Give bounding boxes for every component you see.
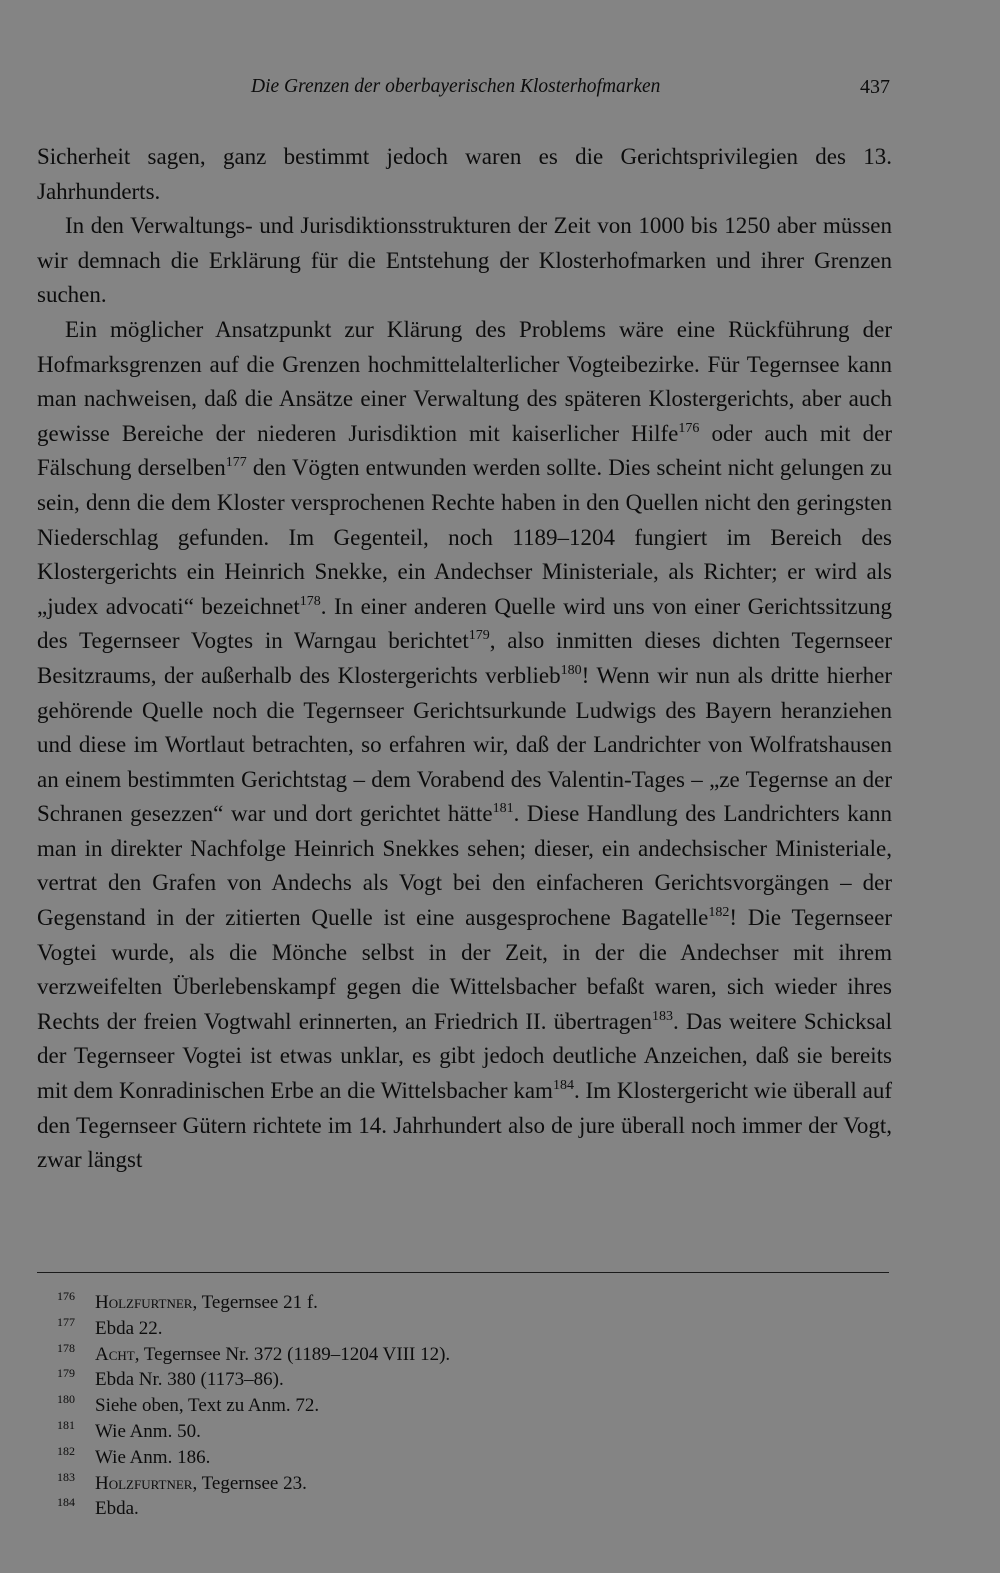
footnote: [57, 1496, 657, 1522]
footnote: [57, 1393, 657, 1419]
footnote-number: 177: [57, 1314, 75, 1329]
running-header: [37, 76, 892, 106]
footnote: [57, 1290, 657, 1316]
footnote-ref[interactable]: 176: [678, 420, 700, 436]
footnote-number: 176: [57, 1289, 75, 1303]
footnote-body: Siehe oben, Text zu Anm. 72.: [95, 1395, 320, 1417]
footnote-author: Acht: [95, 1343, 135, 1365]
footnote-body: , Tegernsee Nr. 372 (1189–1204 VIII 12).: [134, 1343, 451, 1365]
footnote-text: [95, 1419, 201, 1445]
footnote-ref[interactable]: 180: [560, 662, 582, 678]
paragraph: [37, 313, 892, 1178]
text-run: ! Wenn wir nun als dritte hierher gehörende Quelle noch die Tegernseer Gerichtsurkunde Ludwigs des Bayern heranziehen und diese im Wortlaut betrachten, so erfahren wir, daß der Landrichter von Wolfratshausen an einem bestimmten Gerichtstag – dem Vorabend des Valentin-Tages – „ze Tegernse an der Schranen gesezzen“ war und dort gerichtet hätte: [37, 662, 892, 827]
footnote-number: 179: [57, 1366, 75, 1381]
paragraph: [37, 140, 892, 209]
footnote: [57, 1445, 657, 1471]
body-text: [37, 140, 892, 1178]
footnote-body: , Tegernsee 23.: [192, 1472, 307, 1494]
text-run: den Vögten entwunden werden sollte. Dies scheint nicht gelungen zu sein, denn die dem Kloster versprochenen Rechte haben in den Quellen nicht den geringsten Niederschlag gefunden. Im Gegenteil, noch 1189–1204 fungiert im Bereich des Klostergerichts ein Heinrich Snekke, ein Andechser Ministeriale, als Richter; er wird als „judex advocati“ bezeichnet: [37, 455, 892, 619]
paragraph: [37, 209, 892, 313]
footnote-body: Ebda Nr. 380 (1173–86).: [95, 1369, 284, 1391]
footnote: [57, 1471, 657, 1497]
footnote: [57, 1316, 657, 1342]
footnote-body: Wie Anm. 186.: [95, 1446, 211, 1468]
footnote-ref[interactable]: 178: [299, 593, 321, 609]
footnote-body: , Tegernsee 21 f.: [192, 1292, 318, 1313]
footnote-author: Holzfurtner: [95, 1472, 193, 1494]
footnote-number: 183: [57, 1469, 75, 1484]
footnote-number: 182: [57, 1443, 75, 1458]
footnote-ref[interactable]: 177: [225, 455, 247, 471]
footnote-body: Ebda 22.: [95, 1317, 163, 1339]
footnote-text: [95, 1367, 284, 1393]
footnotes: [57, 1290, 657, 1522]
footnote-text: [95, 1445, 210, 1471]
text-run: oder auch mit der Fälschung derselben: [37, 420, 892, 481]
footnote-number: 180: [57, 1392, 75, 1407]
footnote-text: [95, 1290, 318, 1316]
footnote-ref[interactable]: 183: [652, 1008, 674, 1024]
text-run: In den Verwaltungs- und Jurisdiktionsstrukturen der Zeit von 1000 bis 1250 aber müssen wir demnach die Erklärung für die Entstehung der Klosterhofmarken und ihrer Grenzen suchen.: [37, 213, 892, 308]
footnote-number: 181: [57, 1417, 75, 1432]
footnote-ref[interactable]: 181: [492, 801, 514, 817]
footnote-divider: [37, 1272, 889, 1273]
footnote-number: 184: [57, 1495, 75, 1510]
footnote-ref[interactable]: 182: [708, 905, 730, 921]
footnote-ref[interactable]: 184: [552, 1078, 574, 1094]
text-run: Ein möglicher Ansatzpunkt zur Klärung des Problems wäre eine Rückführung der Hofmarksgrenzen auf die Grenzen hochmittelalterlicher Vogteibezirke. Für Tegernsee kann man nachweisen, daß die Ansätze einer Verwaltung des späteren Klostergerichts, aber auch gewisse Bereiche der niederen Jurisdiktion mit kaiserlicher Hilfe: [37, 316, 892, 446]
footnote-text: [95, 1496, 139, 1522]
page-number: 437: [860, 76, 890, 98]
footnote: [57, 1419, 657, 1445]
book-page: [37, 0, 892, 1573]
text-run: , also inmitten dieses dichten Tegernseer Besitzraums, der außerhalb des Klostergerichts verblieb: [37, 628, 892, 688]
footnote-ref[interactable]: 179: [468, 628, 490, 644]
footnote-body: Ebda.: [95, 1498, 139, 1520]
text-run: . Das weitere Schicksal der Tegernseer Vogtei ist etwas unklar, es gibt jedoch deutliche Anzeichen, daß sie bereits mit dem Konradinischen Erbe an die Wittelsbacher kam: [37, 1008, 893, 1104]
text-run: Sicherheit sagen, ganz bestimmt jedoch waren es die Gerichtsprivilegien des 13. Jahrhunderts.: [37, 144, 892, 204]
footnote: [57, 1367, 657, 1393]
footnote-text: [95, 1342, 450, 1368]
footnote: [57, 1342, 657, 1368]
footnote-text: [95, 1471, 307, 1497]
text-run: ! Die Tegernseer Vogtei wurde, als die Mönche selbst in der Zeit, in der die Andechser mit ihrem verzweifelten Überlebenskampf gegen die Wittelsbacher befaßt waren, sich wieder ihres Rechts der freien Vogtwahl erinnerten, an Friedrich II. übertragen: [37, 905, 892, 1034]
text-run: . Diese Handlung des Landrichters kann man in direkter Nachfolge Heinrich Snekkes sehen; dieser, ein andechsischer Ministeriale, vertrat den Grafen von Andechs als Vogt bei den einfacheren Gerichtsvorgängen – der Gegenstand in der zitierten Quelle ist eine ausgesprochene Bagatelle: [37, 801, 892, 931]
footnote-text: [95, 1316, 163, 1342]
text-run: . In einer anderen Quelle wird uns von einer Gerichtssitzung des Tegernseer Vogtes in Warngau berichtet: [37, 593, 892, 654]
footnote-number: 178: [57, 1340, 75, 1355]
text-run: . Im Klostergericht wie überall auf den Tegernseer Gütern richtete im 14. Jahrhundert also de jure überall noch immer der Vogt, zwar längst: [37, 1078, 892, 1173]
footnote-text: [95, 1393, 319, 1419]
running-title: Die Grenzen der oberbayerischen Klosterhofmarken: [251, 76, 661, 97]
footnote-body: Wie Anm. 50.: [95, 1420, 201, 1442]
footnote-author: Holzfurtner: [95, 1292, 193, 1313]
